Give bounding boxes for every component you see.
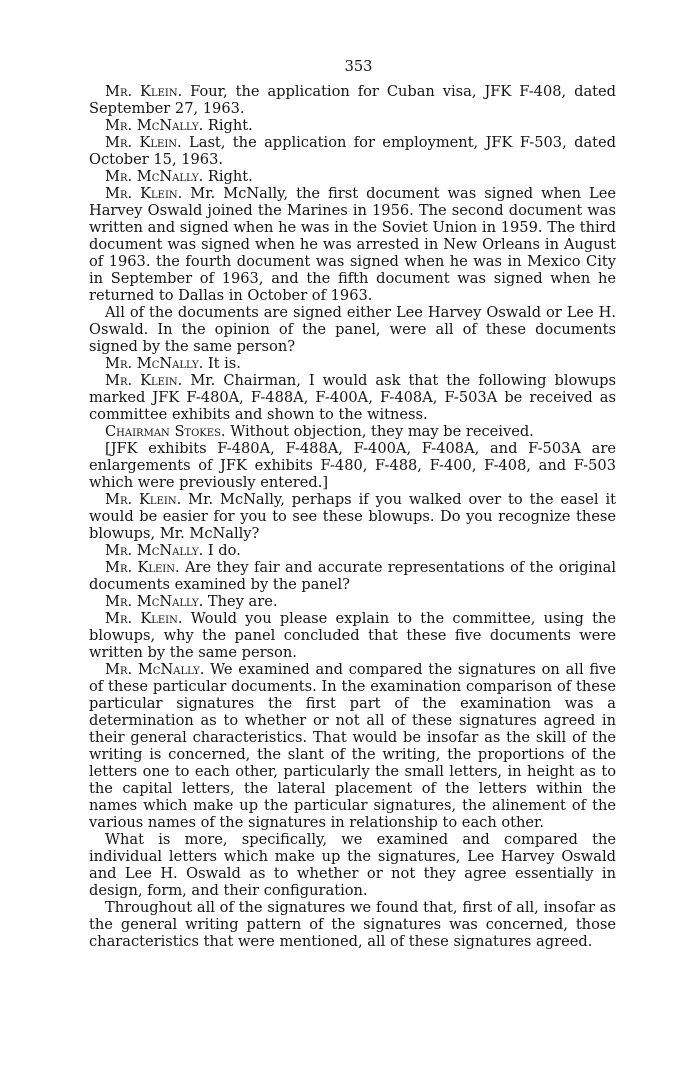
paragraph-text: Would you please explain to the committee, using the blowups, why the panel concluded that these five documents were written by the same person. (89, 610, 616, 661)
paragraph-text: Four, the application for Cuban visa, JFK F-408, dated September 27, 1963. (89, 83, 616, 117)
speaker-label: Mr. McNally. (105, 117, 204, 134)
speaker-label: Mr. McNally. (105, 168, 204, 185)
speaker-label: Mr. Klein. (105, 185, 183, 202)
paragraph-text: Are they fair and accurate representations of the original documents examined by the panel? (89, 559, 616, 593)
paragraph-text: I do. (203, 542, 241, 559)
transcript-paragraph (89, 542, 616, 559)
transcript-paragraph (89, 491, 616, 542)
transcript-paragraph (89, 168, 616, 185)
speaker-label: Mr. McNally. (105, 542, 204, 559)
paragraph-text: They are. (203, 593, 278, 610)
transcript-paragraph (89, 185, 616, 304)
transcript-paragraph (89, 117, 616, 134)
paragraph-text: Without objection, they may be received. (225, 423, 534, 440)
paragraph-text: Right. (203, 168, 253, 185)
transcript-paragraph (89, 899, 616, 950)
document-page (89, 58, 616, 950)
transcript-paragraph (89, 440, 616, 491)
speaker-label: Mr. Klein. (105, 372, 183, 389)
speaker-label: Mr. Klein. (105, 491, 182, 508)
speaker-label: Chairman Stokes. (105, 423, 226, 440)
paragraph-text: It is. (203, 355, 241, 372)
paragraph-text: [JFK exhibits F-480A, F-488A, F-400A, F-408A, and F-503A are enlargements of JFK exhibits F-480, F-488, F-400, F-408, and F-503 which were previously entered.] (89, 440, 616, 491)
transcript-body (89, 83, 616, 950)
speaker-label: Mr. Klein. (105, 83, 183, 100)
paragraph-text: Right. (203, 117, 253, 134)
transcript-paragraph (89, 304, 616, 355)
speaker-label: Mr. Klein. (105, 610, 183, 627)
transcript-paragraph (89, 610, 616, 661)
transcript-paragraph (89, 559, 616, 593)
transcript-paragraph (89, 423, 616, 440)
paragraph-text: Throughout all of the signatures we found that, first of all, insofar as the general writing pattern of the signatures was concerned, those characteristics that were mentioned, all of these signatures agreed. (89, 899, 616, 950)
paragraph-text: We examined and compared the signatures on all five of these particular documents. In the examination comparison of these particular signatures the first part of the examination was a determination as to whether or not all of these signatures agreed in their general characteristics. That would be insofar as the skill of the writing is concerned, the slant of the writing, the proportions of the letters one to each other, particularly the small letters, in height as to the capital letters, the lateral placement of the letters within the names which make up the particular signatures, the alinement of the various names of the signatures in relationship to each other. (89, 661, 616, 831)
speaker-label: Mr. McNally. (105, 661, 205, 678)
transcript-paragraph (89, 372, 616, 423)
paragraph-text: Mr. McNally, the first document was signed when Lee Harvey Oswald joined the Marines in 1956. The second document was written and signed when he was in the Soviet Union in 1959. The third document was signed when he was arrested in New Orleans in August of 1963. the fourth document was signed when he was in Mexico City in September of 1963, and the fifth document was signed when he returned to Dallas in October of 1963. (89, 185, 616, 304)
page-number: 353 (344, 58, 373, 75)
paragraph-text: What is more, specifically, we examined and compared the individual letters which make up the signatures, Lee Harvey Oswald and Lee H. Oswald as to whether or not they agree essentially in design, form, and their configuration. (89, 831, 616, 899)
speaker-label: Mr. Klein. (105, 559, 180, 576)
transcript-paragraph (89, 355, 616, 372)
paragraph-text: Mr. McNally, perhaps if you walked over to the easel it would be easier for you to see these blowups. Do you recognize these blowups, Mr. McNally? (89, 491, 616, 542)
transcript-paragraph (89, 134, 616, 168)
transcript-paragraph (89, 83, 616, 117)
speaker-label: Mr. McNally. (105, 355, 204, 372)
paragraph-text: All of the documents are signed either Lee Harvey Oswald or Lee H. Oswald. In the opinion of the panel, were all of these documents signed by the same person? (89, 304, 616, 355)
transcript-paragraph (89, 831, 616, 899)
transcript-paragraph (89, 593, 616, 610)
transcript-paragraph (89, 661, 616, 831)
paragraph-text: Mr. Chairman, I would ask that the following blowups marked JFK F-480A, F-488A, F-400A, F-408A, F-503A be received as committee exhibits and shown to the witness. (89, 372, 616, 423)
paragraph-text: Last, the application for employment, JFK F-503, dated October 15, 1963. (89, 134, 616, 168)
speaker-label: Mr. Klein. (105, 134, 182, 151)
speaker-label: Mr. McNally. (105, 593, 204, 610)
